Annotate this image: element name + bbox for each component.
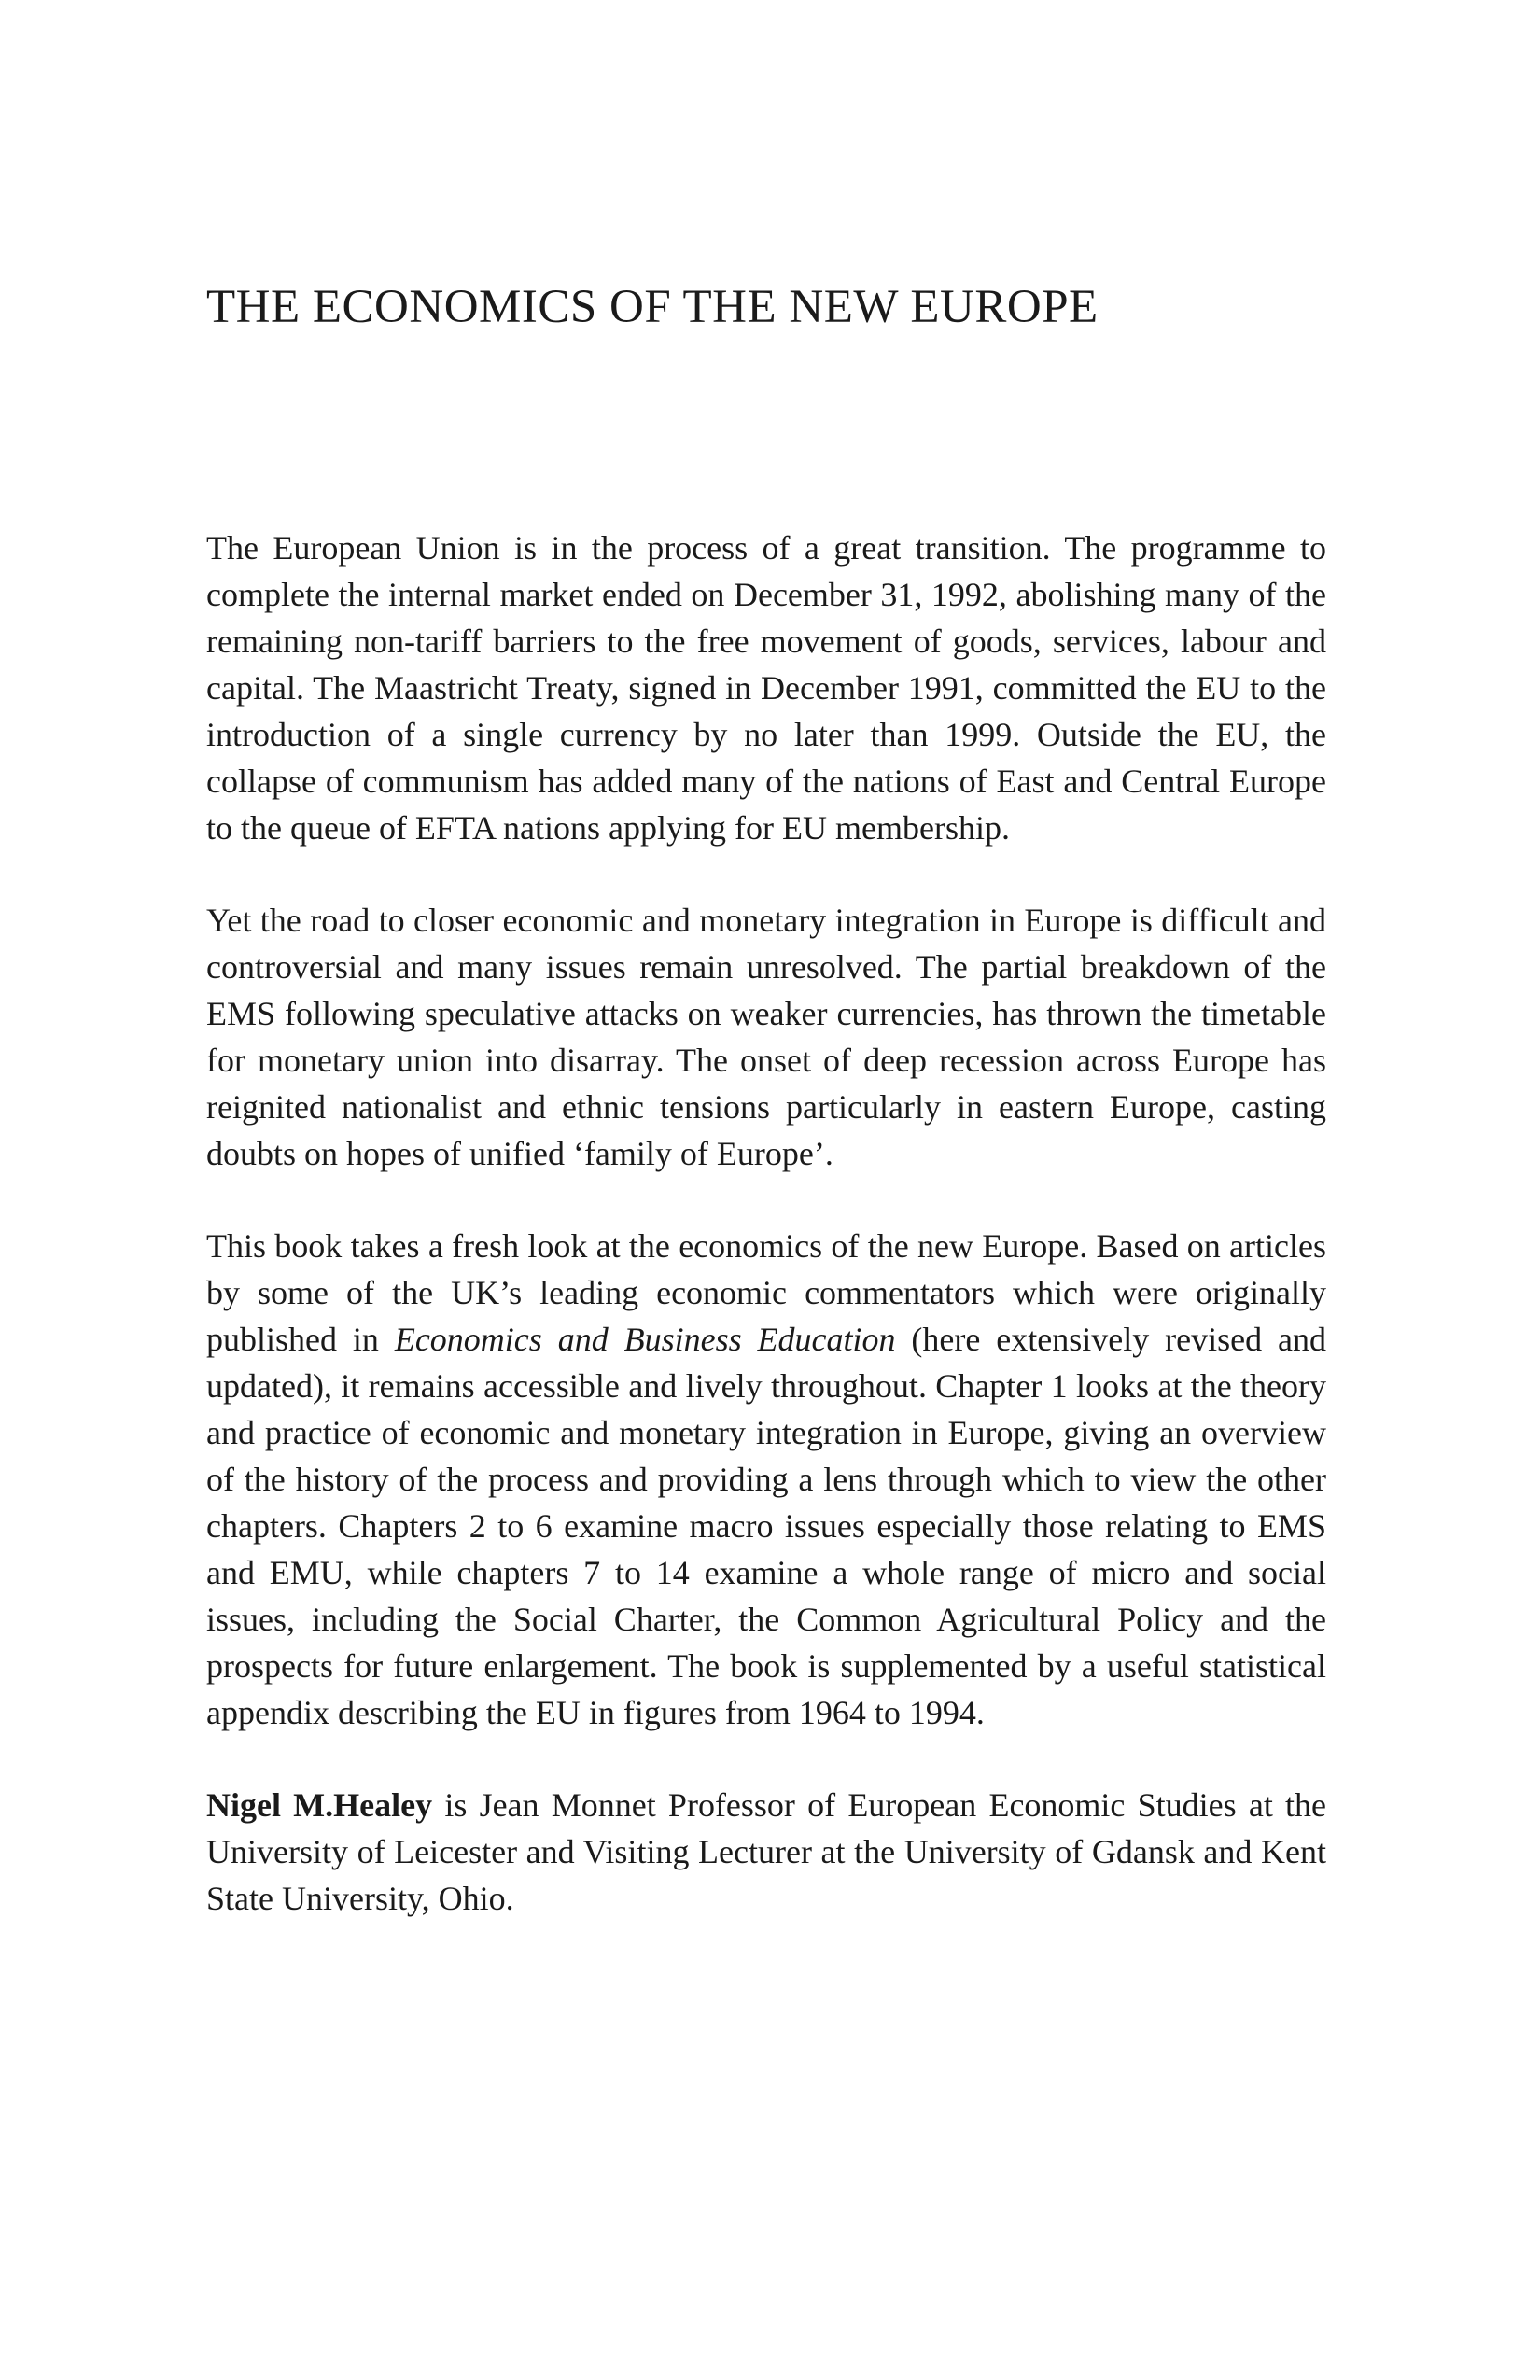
page-title: THE ECONOMICS OF THE NEW EUROPE [206, 281, 1099, 333]
journal-title: Economics and Business Education [394, 1321, 896, 1358]
issues-paragraph: Yet the road to closer economic and monetary integration in Europe is difficult and controversial and many issues remain unresolved. The partial breakdown of the EMS following speculative attacks on weaker currencies, has thrown the timetable for monetary union into disarray. The onset of deep recession across Europe has reignited nationalist and ethnic tensions particularly in eastern Europe, casting doubts on hopes of unified ‘family of Europe’. [206, 902, 1326, 1172]
description-text-end: (here extensively revised and updated), it remains accessible and lively throughout. Chapter 1 looks at the theory and practice of economic and monetary integration in Europe, giving an overview of the history of the process and providing a lens through which to view the other chapters. Chapters 2 to 6 examine macro issues especially those relating to EMS and EMU, while chapters 7 to 14 examine a whole range of micro and social issues, including the Social Charter, the Common Agricultural Policy and the prospects for future enlargement. The book is supplemented by a useful statistical appendix describing the EU in figures from 1964 to 1994. [206, 1321, 1326, 1731]
paragraph-gap [206, 1177, 1326, 1223]
description-text-start: This book takes a fresh look at the economics of the new Europe. Based on articles by some of the UK’s leading economic commentators which were originally published in [206, 1227, 1326, 1358]
author-name: Nigel M.Healey [206, 1786, 433, 1824]
author-bio-paragraph [206, 1782, 1326, 1922]
book-description-paragraph [206, 1223, 1326, 1736]
intro-paragraph: The European Union is in the process of a great transition. The programme to complete the internal market ended on December 31, 1992, abolishing many of the remaining non-tariff barriers to the free movement of goods, services, labour and capital. The Maastricht Treaty, signed in December 1991, committed the EU to the introduction of a single currency by no later than 1999. Outside the EU, the collapse of communism has added many of the nations of East and Central Europe to the queue of EFTA nations applying for EU membership. [206, 529, 1326, 847]
author-bio: is Jean Monnet Professor of European Economic Studies at the University of Leicester and Visiting Lecturer at the University of Gdansk and Kent State University, Ohio. [206, 1786, 1327, 1917]
paragraph-gap [206, 1736, 1326, 1782]
blurb-text [206, 525, 1326, 1922]
paragraph-gap [206, 851, 1326, 897]
